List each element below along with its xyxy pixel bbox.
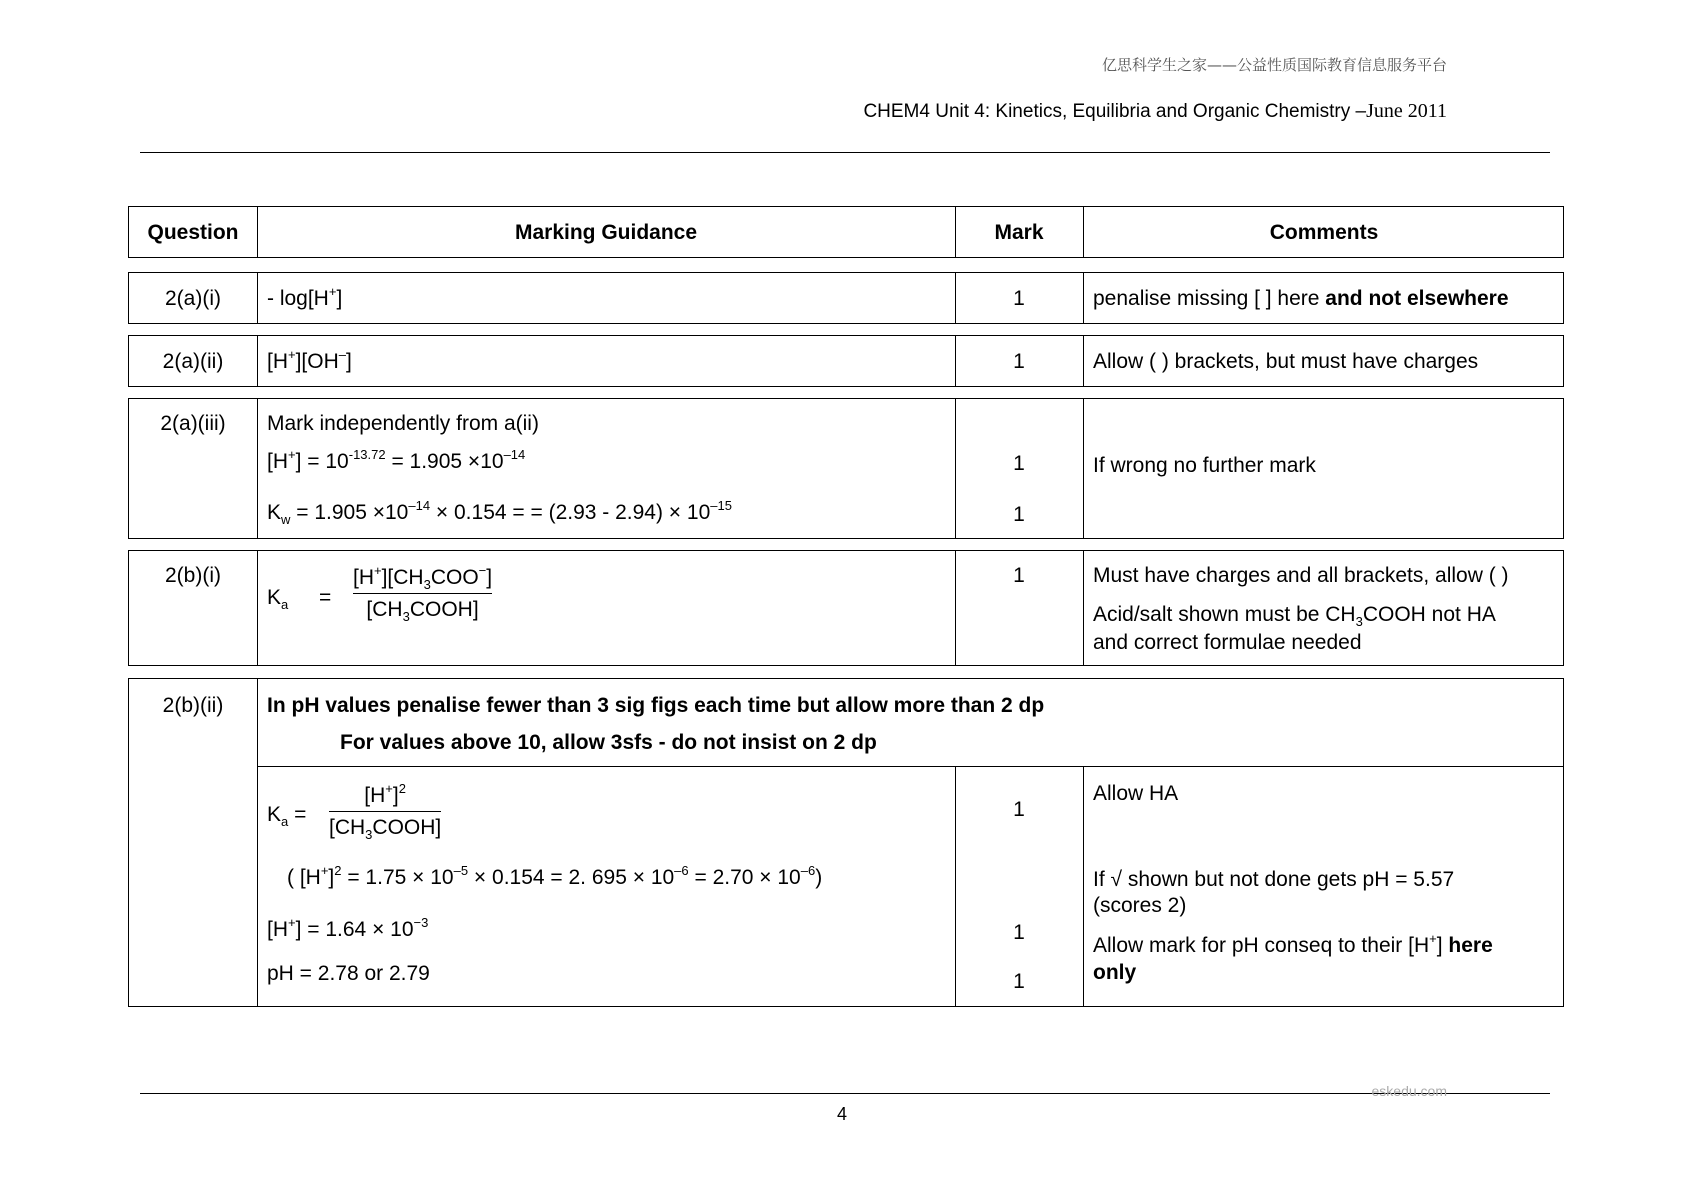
ka-expression — [353, 563, 493, 624]
guidance-line: Mark independently from a(ii) — [267, 412, 539, 435]
sig-fig-note: For values above 10, allow 3sfs - do not insist on 2 dp — [340, 731, 877, 754]
comments-column-header: Comments — [1269, 221, 1379, 244]
comment: only — [1093, 961, 1137, 984]
mark-value: 1 — [1013, 503, 1025, 526]
mark-value: 1 — [1013, 798, 1025, 821]
guidance-column-header: Marking Guidance — [514, 221, 698, 244]
question-number: 2(a)(i) — [165, 287, 221, 310]
sig-fig-note: In pH values penalise fewer than 3 sig figs each time but allow more than 2 dp — [267, 694, 1045, 717]
hydrogen-ion-result: $[H^+] = 1.64 \times 10^{-3}$ — [267, 915, 429, 941]
marking-guidance: - log[H+] — [267, 284, 343, 310]
comment: and correct formulae needed — [1093, 631, 1362, 654]
marking-guidance: [H+][OH–] — [267, 347, 352, 373]
comment: Acid/salt shown must be $CH_3COOH$ not HA — [1093, 603, 1496, 629]
ka-denominator: $[CH_3COOH]$ — [366, 598, 479, 624]
question-number: 2(a)(ii) — [162, 350, 224, 373]
site-banner: 亿思科学生之家——公益性质国际教育信息服务平台 — [1101, 56, 1447, 74]
hydrogen-ion-squared-calculation: ( $[H^+]^2 = 1.75 \times 10^{-5} \times 0.154 = 2$. $695 \times 10^{-6} = 2.70 \times 10^{-6}$) — [287, 863, 823, 889]
equals-sign: = — [319, 586, 332, 609]
comment: penalise missing [ ] here and not elsewhere — [1093, 287, 1509, 310]
ka-denominator: $[CH_3COOH]$ — [329, 816, 442, 842]
watermark: eskedu.com — [1371, 1083, 1447, 1099]
mark-value: 1 — [1013, 564, 1025, 587]
question-column-header: Question — [147, 221, 239, 244]
question-number: 2(b)(ii) — [162, 694, 224, 717]
comment: Allow ( ) brackets, but must have charges — [1093, 350, 1479, 373]
ka-numerator: $[H^+][CH_3COO^-]$ — [353, 563, 493, 592]
ka-numerator: $[H^+]^2$ — [364, 781, 406, 807]
comment: If wrong no further mark — [1093, 454, 1316, 477]
comment: Allow mark for pH conseq to their [H+] here — [1093, 931, 1493, 957]
ka-symbol: $K_a$ — [267, 586, 289, 612]
page-number: 4 — [836, 1104, 847, 1124]
hydrogen-ion-calculation: $[H^+] = 10^{-13.72} = 1.905 \times 10^{-14}$ — [267, 447, 526, 473]
ka-symbol: $K_a$ = — [267, 803, 307, 829]
table-header — [128, 206, 1564, 258]
footer-rule — [140, 1093, 1550, 1094]
row-2a-i — [128, 272, 1564, 324]
row-2a-iii — [128, 398, 1564, 539]
mark-column-header: Mark — [994, 221, 1044, 244]
mark-value: 1 — [1013, 970, 1025, 993]
mark-value: 1 — [1013, 287, 1025, 310]
ka-expression — [329, 781, 442, 842]
row-2a-ii — [128, 335, 1564, 387]
comment: Must have charges and all brackets, allow ( ) — [1093, 564, 1509, 587]
question-number: 2(a)(iii) — [160, 412, 226, 435]
comment: If √ shown but not done gets pH = 5.57 — [1093, 868, 1455, 891]
course-title: CHEM4 Unit 4: Kinetics, Equilibria and Organic Chemistry – — [863, 101, 1367, 122]
document-title — [863, 100, 1447, 123]
row-2b-ii — [128, 678, 1564, 1007]
kw-calculation: $K_w = 1.905 \times 10^{-14} \times 0.154$ = = $(2.93 - 2.94) \times 10^{-15}$ — [267, 498, 732, 527]
header-rule — [140, 152, 1550, 153]
exam-date: June 2011 — [1366, 100, 1447, 122]
row-2b-i — [128, 550, 1564, 666]
comment: (scores 2) — [1093, 894, 1187, 917]
mark-value: 1 — [1013, 452, 1025, 475]
question-number: 2(b)(i) — [165, 564, 221, 587]
mark-value: 1 — [1013, 921, 1025, 944]
comment: Allow HA — [1093, 782, 1179, 805]
mark-value: 1 — [1013, 350, 1025, 373]
ph-answer: pH = 2.78 or 2.79 — [267, 962, 430, 985]
